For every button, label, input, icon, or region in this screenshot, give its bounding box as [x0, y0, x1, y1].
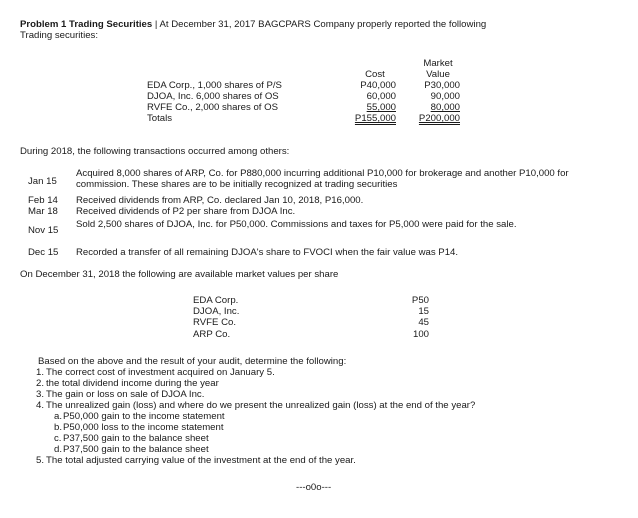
choice-text: P37,500 gain to the balance sheet [63, 444, 209, 455]
problem-heading [20, 20, 486, 41]
transaction-date: Jan 15 [28, 176, 57, 187]
question-text: The gain or loss on sale of DJOA Inc. [46, 389, 205, 400]
question-text: The correct cost of investment acquired on January 5. [46, 367, 275, 378]
question-text: the total dividend income during the year [46, 378, 219, 389]
transaction-text: Received dividends from ARP, Co. declared Jan 10, 2018, P16,000. [76, 195, 364, 206]
choice-text: P50,000 loss to the income statement [63, 422, 224, 433]
question-number: 1. [36, 367, 45, 378]
transaction-text: Received dividends of P2 per share from DJOA Inc. [76, 206, 296, 217]
question-number: 3. [36, 389, 45, 400]
market-company: EDA Corp. [193, 295, 239, 306]
total-cost: P155,000 [354, 113, 396, 124]
security-market: 90,000 [430, 91, 460, 102]
end-mark: ---o0o--- [296, 482, 332, 493]
market-values-intro: On December 31, 2018 the following are available market values per share [20, 269, 339, 280]
transaction-text: Acquired 8,000 shares of ARP, Co. for P880,000 incurring additional P10,000 for brokerage and another P10,000 for commission. These shares are to be initially recognized at trading securities [76, 168, 569, 190]
question-text: The total adjusted carrying value of the investment at the end of the year. [46, 455, 356, 466]
total-market: P200,000 [418, 113, 460, 124]
choice-letter: c. [54, 433, 62, 444]
transaction-text: Recorded a transfer of all remaining DJOA's share to FVOCI when the fair value was P14. [76, 247, 459, 258]
problem-title: Problem 1 Trading Securities [20, 19, 153, 30]
market-company: ARP Co. [193, 329, 231, 340]
security-market: 80,000 [430, 102, 460, 113]
market-price: P50 [411, 295, 429, 306]
question-number: 2. [36, 378, 45, 389]
choice-text: P37,500 gain to the balance sheet [63, 433, 209, 444]
security-name: RVFE Co., 2,000 shares of OS [147, 102, 279, 113]
security-cost: 55,000 [366, 102, 396, 113]
questions-intro: Based on the above and the result of your audit, determine the following: [38, 356, 347, 367]
totals-label: Totals [147, 113, 173, 124]
security-cost: 60,000 [366, 91, 396, 102]
choice-letter: b. [54, 422, 63, 433]
transaction-date: Nov 15 [28, 225, 59, 236]
security-name: DJOA, Inc. 6,000 shares of OS [147, 91, 279, 102]
transaction-date: Dec 15 [28, 247, 59, 258]
question-item [36, 455, 356, 467]
choice-letter: d. [54, 444, 63, 455]
problem-title-rest: | At December 31, 2017 BAGCPARS Company properly reported the following [152, 19, 487, 30]
security-market: P30,000 [424, 80, 460, 91]
transaction-date: Feb 14 [28, 195, 58, 206]
market-price: 100 [412, 329, 429, 340]
transaction-text: Sold 2,500 shares of DJOA, Inc. for P50,000. Commissions and taxes for P5,000 were paid for the sale. [76, 219, 517, 230]
transaction-date: Mar 18 [28, 206, 58, 217]
market-company: DJOA, Inc. [193, 306, 240, 317]
choice-letter: a. [54, 411, 63, 422]
choice-text: P50,000 gain to the income statement [63, 411, 225, 422]
security-cost: P40,000 [360, 80, 396, 91]
col-header-market-1: Market [423, 58, 453, 69]
question-number: 4. [36, 400, 45, 411]
col-header-market-2: Value [426, 69, 450, 80]
market-price: 15 [418, 306, 429, 317]
col-header-cost: Cost [365, 69, 385, 80]
question-text: The unrealized gain (loss) and where do we present the unrealized gain (loss) at the end of the year? [46, 400, 476, 411]
problem-subtitle: Trading securities: [20, 29, 99, 41]
security-name: EDA Corp., 1,000 shares of P/S [147, 80, 282, 91]
market-company: RVFE Co. [193, 317, 237, 328]
question-number: 5. [36, 455, 45, 466]
market-price: 45 [418, 317, 429, 328]
transactions-intro: During 2018, the following transactions occurred among others: [20, 146, 290, 157]
